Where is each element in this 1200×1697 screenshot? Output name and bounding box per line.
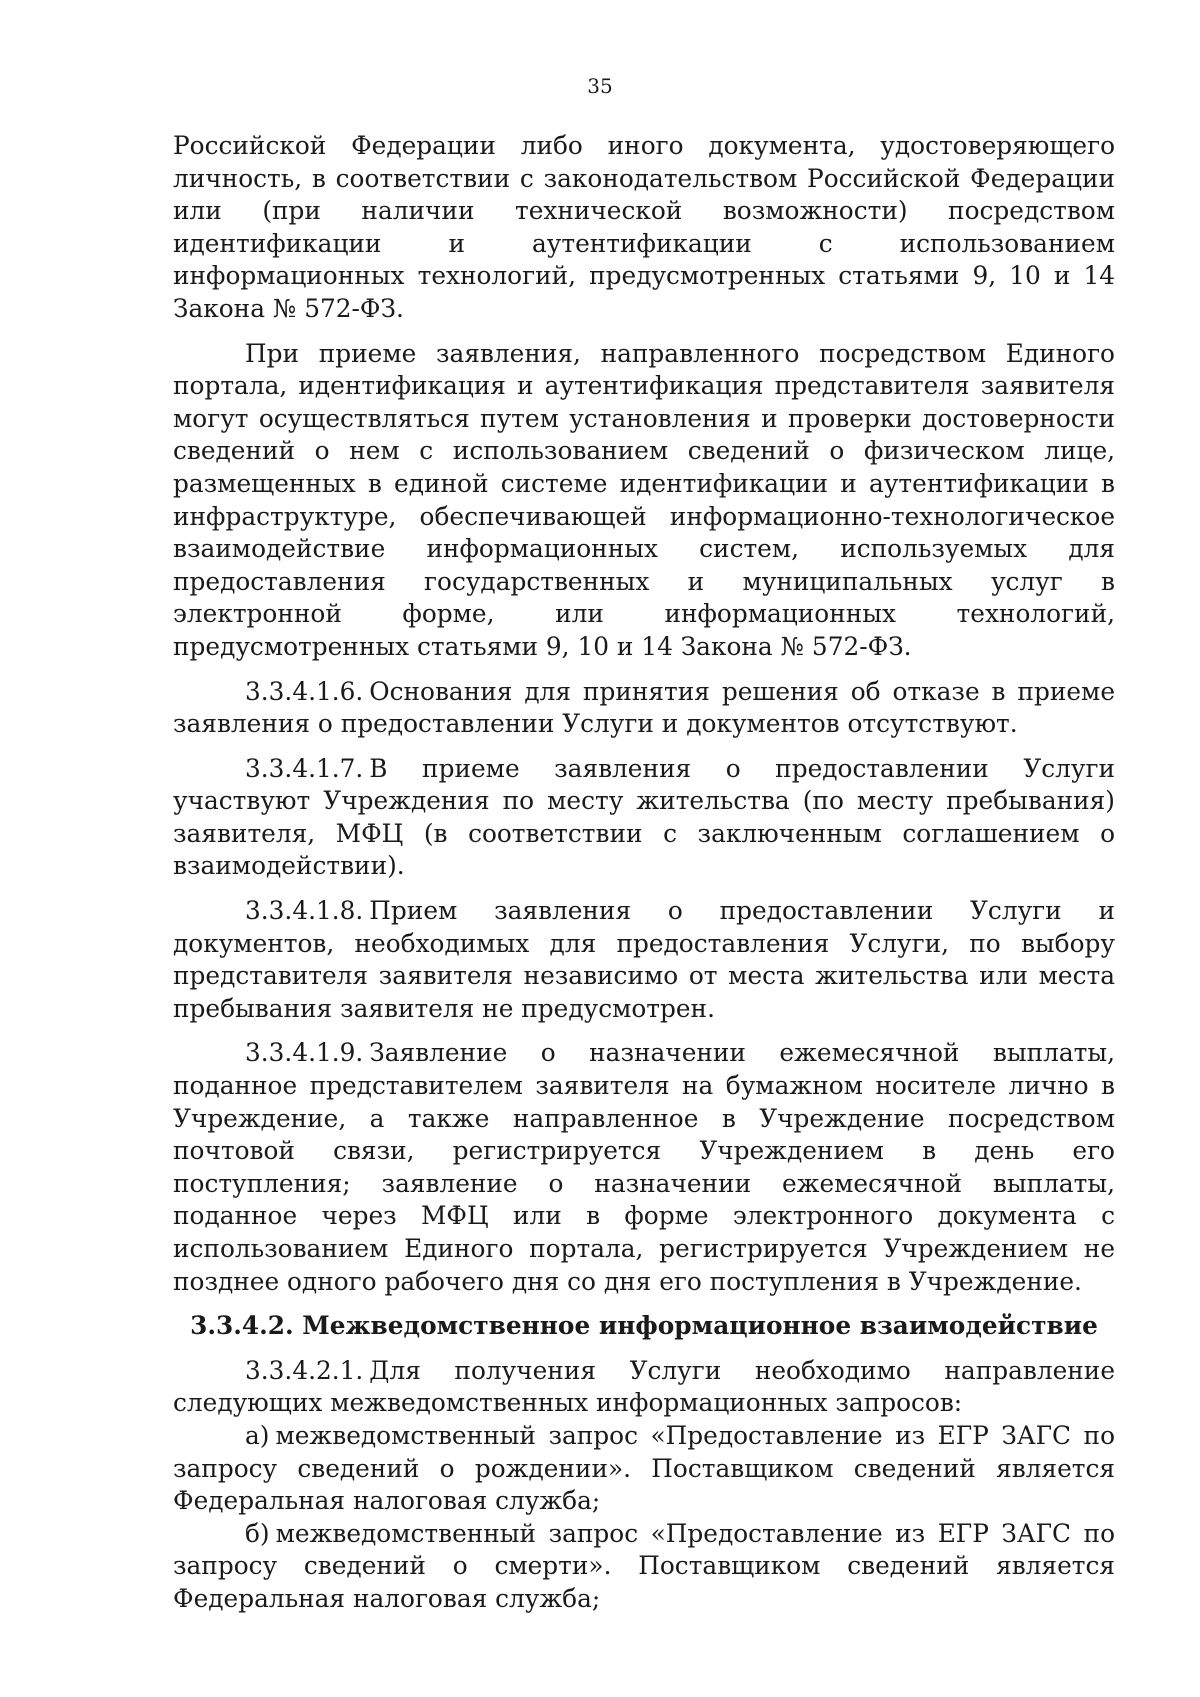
clause-3-3-4-2-1 xyxy=(173,1355,1115,1420)
paragraph-identification: При приеме заявления, направленного посредством Единого портала, идентификация и аутентификация представителя заявителя могут осуществляться путем установления и проверки достоверности сведений о нем с использованием сведений о физическом лице, размещенных в единой системе идентификации и аутентификации в инфраструктуре, обеспечивающей информационно-технологическое взаимодействие информационных систем, используемых для предоставления государственных и муниципальных услуг в электронной форме, или информационных технологий, предусмотренных статьями 9, 10 и 14 Закона № 572-ФЗ. xyxy=(173,338,1115,661)
clause-number: 3.3.4.1.7. xyxy=(245,753,364,783)
list-item-b xyxy=(173,1518,1115,1616)
paragraph-continued: Российской Федерации либо иного документа, удостоверяющего личность, в соответствии с законодательством Российской Федерации или (при наличии технической возможности) посредством идентификации и аутентификации с использованием информационных технологий, предусмотренных статьями 9, 10 и 14 Закона № 572-ФЗ. xyxy=(173,131,1115,323)
clause-text: В приеме заявления о предоставлении Услуги участвуют Учреждения по месту жительства (по месту пребывания) заявителя, МФЦ (в соответствии с заключенным соглашением о взаимодействии). xyxy=(173,753,1115,881)
clause-3-3-4-1-9 xyxy=(173,1037,1115,1298)
document-body xyxy=(173,130,1115,1616)
clause-text: Для получения Услуги необходимо направление следующих межведомственных информационных запросов: xyxy=(173,1355,1115,1418)
clause-number: 3.3.4.2.1. xyxy=(245,1355,364,1385)
clause-number: 3.3.4.1.6. xyxy=(245,676,364,706)
clause-number: 3.3.4.1.9. xyxy=(245,1038,364,1068)
list-item-a xyxy=(173,1420,1115,1518)
clause-3-3-4-1-6 xyxy=(173,676,1115,741)
clause-text: Заявление о назначении ежемесячной выплаты, поданное представителем заявителя на бумажном носителе лично в Учреждение, а также направленное в Учреждение посредством почтовой связи, регистрируется Учреждением в день его поступления; заявление о назначении ежемесячной выплаты, поданное через МФЦ или в форме электронного документа с использованием Единого портала, регистрируется Учреждением не позднее одного рабочего дня со дня его поступления в Учреждение. xyxy=(173,1038,1115,1296)
section-heading: 3.3.4.2. Межведомственное информационное взаимодействие xyxy=(190,1311,1098,1341)
clause-3-3-4-1-8 xyxy=(173,895,1115,1025)
clause-text: Прием заявления о предоставлении Услуги и документов, необходимых для предоставления Услуги, по выбору представителя заявителя независимо от места жительства или места пребывания заявителя не предусмотрен. xyxy=(173,896,1115,1023)
clause-number: 3.3.4.1.8. xyxy=(245,896,364,926)
list-item-text: межведомственный запрос «Предоставление из ЕГР ЗАГС по запросу сведений о рождении». Поставщиком сведений является Федеральная налоговая служба; xyxy=(173,1420,1115,1516)
clause-text: Основания для принятия решения об отказе в приеме заявления о предоставлении Услуги и документов отсутствуют. xyxy=(173,676,1115,739)
list-marker: а) xyxy=(245,1420,270,1450)
list-item-text: межведомственный запрос «Предоставление из ЕГР ЗАГС по запросу сведений о смерти». Поставщиком сведений является Федеральная налоговая служба; xyxy=(173,1518,1115,1613)
clause-3-3-4-1-7 xyxy=(173,753,1115,883)
list-marker: б) xyxy=(245,1518,270,1548)
page-number: 35 xyxy=(587,74,613,98)
